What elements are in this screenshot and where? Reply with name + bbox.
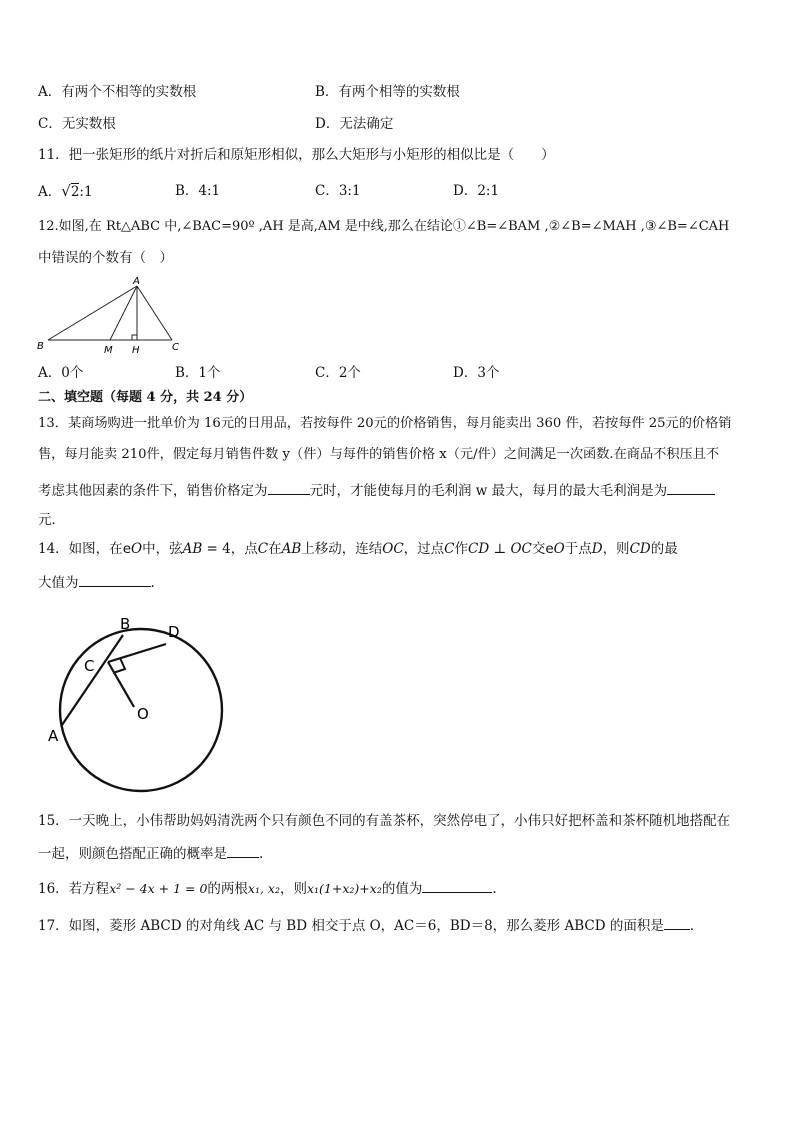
q12-triangle-figure bbox=[34, 274, 194, 360]
q10-option-c: C．无实数根 bbox=[38, 116, 116, 132]
q14-var-ab: AB bbox=[182, 541, 203, 557]
q14-label-b: B bbox=[120, 615, 131, 633]
q11-option-a-prefix: A． bbox=[38, 184, 62, 200]
q12-label-h: H bbox=[132, 345, 140, 356]
q17-line bbox=[38, 915, 703, 935]
q16-roots: x₁, x₂ bbox=[247, 881, 280, 896]
q14-line2 bbox=[38, 572, 155, 592]
q14-line1 bbox=[38, 540, 678, 558]
sqrt-sign: √ bbox=[61, 182, 71, 200]
q14-text-8: 交 bbox=[531, 541, 546, 557]
q10-option-b: B．有两个相等的实数根 bbox=[315, 84, 460, 100]
q15-line2-end: . bbox=[259, 846, 264, 862]
q14-var-d: D bbox=[591, 541, 603, 557]
q17-end: ． bbox=[689, 918, 704, 934]
q14-line2-text: 大值为 bbox=[38, 575, 79, 591]
q14-text-2: 中，弦 bbox=[142, 541, 183, 557]
q16-equation: x² − 4x + 1 = 0 bbox=[109, 881, 208, 896]
q11-stem: 11．把一张矩形的纸片对折后和原矩形相似，那么大矩形与小矩形的相似比是（ ） bbox=[38, 147, 555, 163]
q14-text-11: 的最 bbox=[650, 541, 678, 557]
q12-option-a: A．0个 bbox=[38, 365, 84, 381]
q12-right-angle-mark bbox=[132, 335, 137, 340]
q13-line4: 元． bbox=[38, 512, 65, 528]
q13-line3 bbox=[38, 480, 715, 500]
q13-line2: 售，每月能卖 210件，假定每月销售件数 y（件）与每件的销售价格 x（元/件）之间满足一次函数.在商品不积压且不 bbox=[38, 447, 720, 462]
q16-line bbox=[38, 878, 497, 898]
q12-segment-ac bbox=[137, 286, 172, 340]
q12-label-c: C bbox=[172, 342, 179, 353]
q14-text-10: ，则 bbox=[602, 541, 630, 557]
q14-text-7: 作 bbox=[454, 541, 468, 557]
q14-var-c: C bbox=[257, 541, 269, 557]
q14-text-5: 上移动，连结 bbox=[301, 541, 383, 557]
q17-blank-answer[interactable] bbox=[664, 915, 690, 930]
q14-text-3: = 4，点 bbox=[202, 541, 258, 557]
q13-blank-profit[interactable] bbox=[667, 480, 715, 495]
q11-option-b: B．4:1 bbox=[175, 183, 221, 199]
q13-line3-part-b: 元时，才能使每月的毛利润 w 最大，每月的最大毛利润是为 bbox=[309, 483, 668, 499]
circle-symbol-2: e bbox=[545, 541, 554, 557]
q12-option-c: C．2个 bbox=[315, 365, 361, 381]
q16-end: . bbox=[492, 881, 497, 897]
q14-label-c: C bbox=[84, 657, 95, 675]
q16-prefix: 16．若方程 bbox=[38, 881, 110, 897]
q16-suffix: 的值为 bbox=[381, 881, 423, 897]
q11-option-c: C．3:1 bbox=[315, 183, 361, 199]
q10-option-a: A．有两个不相等的实数根 bbox=[38, 84, 197, 100]
q16-blank-answer[interactable] bbox=[422, 878, 492, 893]
q12-label-a: A bbox=[133, 276, 140, 287]
q14-text-1: 14．如图，在 bbox=[38, 541, 123, 557]
q14-perp-symbol: ⊥ bbox=[489, 541, 511, 557]
q15-line2 bbox=[38, 843, 263, 863]
q14-segment-cd bbox=[108, 644, 166, 662]
q14-text-4: 在 bbox=[268, 541, 282, 557]
q16-mid2: ，则 bbox=[280, 881, 307, 897]
q13-line1: 13．某商场购进一批单价为 16元的日用品，若按每件 20元的价格销售，每月能卖出 360 件，若按每件 25元的价格销 bbox=[38, 416, 732, 431]
q14-var-o-2: O bbox=[553, 541, 565, 557]
q14-segment-oc bbox=[108, 662, 134, 707]
q12-option-b: B．1个 bbox=[175, 365, 221, 381]
q12-stem-line1: 12.如图,在 Rt△ABC 中,∠BAC=90º ,AH 是高,AM 是中线,那么在结论①∠B=∠BAM ,②∠B=∠MAH ,③∠B=∠CAH bbox=[38, 219, 730, 234]
q14-label-o: O bbox=[137, 705, 149, 723]
q17-text: 17．如图，菱形 ABCD 的对角线 AC 与 BD 相交于点 O，AC＝6，BD＝8，那么菱形 ABCD 的面积是 bbox=[38, 918, 664, 934]
q12-label-m: M bbox=[104, 345, 113, 356]
q14-var-oc: OC bbox=[382, 541, 404, 557]
q16-expression: x₁(1+x₂)+x₂ bbox=[307, 881, 382, 896]
q11-option-a-radicand: 2 bbox=[70, 184, 80, 200]
q14-var-ab-2: AB bbox=[281, 541, 302, 557]
q14-text-9: 于点 bbox=[564, 541, 592, 557]
q11-option-a bbox=[38, 182, 93, 201]
q12-option-d: D．3个 bbox=[453, 365, 500, 381]
circle-symbol: e bbox=[122, 541, 131, 557]
q14-circle-figure bbox=[40, 610, 240, 795]
q13-line3-part-a: 考虑其他因素的条件下，销售价格定为 bbox=[38, 483, 268, 499]
q11-option-a-suffix: :1 bbox=[79, 184, 93, 200]
q15-line2-text: 一起，则颜色搭配正确的概率是 bbox=[38, 846, 227, 862]
section-fill-in-title: 二、填空题（每题 4 分，共 24 分） bbox=[38, 390, 253, 405]
q14-var-c-2: C bbox=[444, 541, 455, 557]
q10-option-d: D．无法确定 bbox=[315, 116, 394, 132]
q14-blank-answer[interactable] bbox=[79, 572, 151, 587]
q14-line2-end: . bbox=[150, 575, 155, 591]
q15-line1: 15．一天晚上，小伟帮助妈妈清洗两个只有颜色不同的有盖茶杯，突然停电了，小伟只好把杯盖和茶杯随机地搭配在 bbox=[38, 813, 731, 829]
q14-var-oc-2: OC bbox=[510, 541, 532, 557]
q12-stem-line2: 中错误的个数有（ ） bbox=[38, 250, 173, 266]
q14-text-6: ，过点 bbox=[403, 541, 445, 557]
q13-blank-price[interactable] bbox=[268, 480, 310, 495]
q14-var-o: O bbox=[131, 541, 143, 557]
q14-label-a: A bbox=[48, 727, 59, 745]
q14-chord-ab bbox=[62, 635, 123, 725]
q12-label-b: B bbox=[37, 341, 44, 352]
q16-mid: 的两根 bbox=[207, 881, 248, 897]
q14-var-cd-2: CD bbox=[629, 541, 651, 557]
q11-option-d: D．2:1 bbox=[453, 183, 500, 199]
q14-var-cd: CD bbox=[468, 541, 490, 557]
q15-blank-answer[interactable] bbox=[227, 843, 259, 858]
q14-label-d: D bbox=[168, 623, 180, 641]
